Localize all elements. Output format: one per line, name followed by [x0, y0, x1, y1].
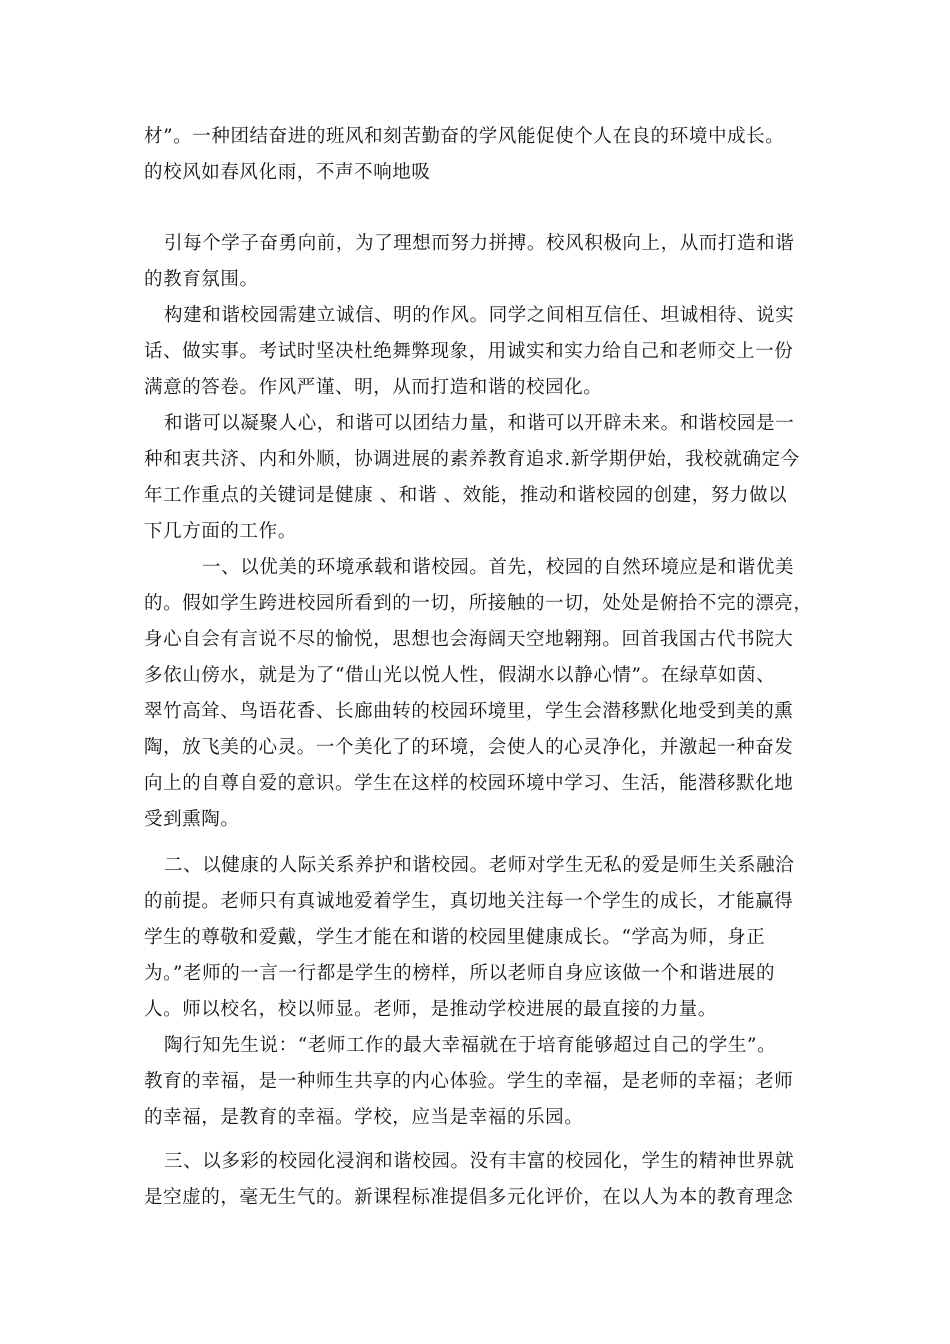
text-line: 人。师以校名，校以师显。老师，是推动学校进展的最直接的力量。 — [144, 999, 718, 1020]
text-line: 是空虚的，毫无生气的。新课程标准提倡多元化评价，在以人为本的教育理念 — [144, 1187, 794, 1208]
text-line: 的幸福，是教育的幸福。学校，应当是幸福的乐园。 — [144, 1107, 584, 1128]
text-line: 教育的幸福，是一种师生共享的内心体验。学生的幸福，是老师的幸福；老师 — [144, 1071, 794, 1092]
text-line: 身心自会有言说不尽的愉悦，思想也会海阔天空地翱翔。回首我国古代书院大 — [144, 629, 794, 650]
text-line: 年工作重点的关键词是健康 、和谐 、效能，推动和谐校园的创建，努力做以 — [144, 485, 788, 506]
text-line: 和谐可以凝聚人心，和谐可以团结力量，和谐可以开辟未来。和谐校园是一 — [164, 413, 795, 434]
text-line: 话、做实事。考试时坚决杜绝舞弊现象，用诚实和实力给自己和老师交上一份 — [144, 341, 794, 362]
text-line: 的教育氛围。 — [144, 269, 259, 290]
text-line: 多依山傍水，就是为了“借山光以悦人性，假湖水以静心情”。在绿草如茵、 — [144, 665, 776, 686]
text-line: 的。假如学生跨进校园所看到的一切，所接触的一切，处处是俯拾不完的漂亮， — [144, 593, 813, 614]
text-line: 的前提。老师只有真诚地爱着学生，真切地关注每一个学生的成长，才能赢得 — [144, 891, 794, 912]
text-line: 陶，放飞美的心灵。一个美化了的环境，会使人的心灵净化，并激起一种奋发 — [144, 737, 794, 758]
text-line: 为。”老师的一言一行都是学生的榜样，所以老师自身应该做一个和谐进展的 — [144, 963, 776, 984]
text-line: 三、以多彩的校园化浸润和谐校园。没有丰富的校园化，学生的精神世界就 — [164, 1151, 795, 1172]
text-line: 材”。一种团结奋进的班风和刻苦勤奋的学风能促使个人在良的环境中成长。 — [144, 126, 785, 147]
text-line: 向上的自尊自爱的意识。学生在这样的校园环境中学习、生活，能潜移默化地 — [144, 773, 794, 794]
text-line: 学生的尊敬和爱戴，学生才能在和谐的校园里健康成长。“学高为师，身正 — [144, 927, 766, 948]
text-line: 二、以健康的人际关系养护和谐校园。老师对学生无私的爱是师生关系融洽 — [164, 855, 795, 876]
text-line: 受到熏陶。 — [144, 809, 240, 830]
text-line: 一、以优美的环境承载和谐校园。首先，校园的自然环境应是和谐优美 — [202, 557, 795, 578]
text-line: 陶行知先生说：“老师工作的最大幸福就在于培育能够超过自己的学生”。 — [164, 1035, 777, 1056]
text-line: 的校风如春风化雨，不声不响地吸 — [144, 162, 431, 183]
text-line: 翠竹高耸、鸟语花香、长廊曲转的校园环境里，学生会潜移默化地受到美的熏 — [144, 701, 794, 722]
text-line: 满意的答卷。作风严谨、明，从而打造和谐的校园化。 — [144, 377, 603, 398]
text-line: 引每个学子奋勇向前，为了理想而努力拼搏。校风积极向上，从而打造和谐 — [164, 233, 795, 254]
text-line: 种和衷共济、内和外顺，协调进展的素养教育追求.新学期伊始，我校就确定今 — [144, 449, 800, 470]
text-line: 构建和谐校园需建立诚信、明的作风。同学之间相互信任、坦诚相待、说实 — [164, 305, 795, 326]
text-line: 下几方面的工作。 — [144, 521, 297, 542]
